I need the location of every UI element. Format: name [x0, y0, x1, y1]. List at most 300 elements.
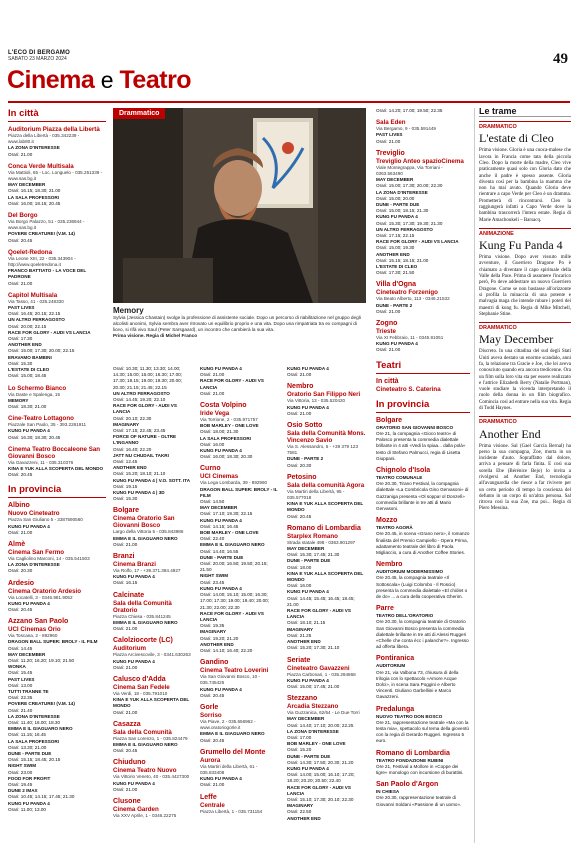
showtimes: Orari: 15.00; 17.45; 21.00: [287, 683, 340, 689]
showtimes: Orari: 20.30: [287, 462, 312, 468]
showtimes: Orari: 20.45: [113, 748, 138, 754]
venue-listing: [8, 618, 106, 813]
film-title: DUNE - PARTE DUE: [376, 202, 420, 208]
venue-address: Via Martiri della Libertà, 61 - 035.833408: [200, 763, 258, 775]
showtimes: Orari: 21.00: [376, 138, 401, 144]
theatre-description: Ore 20.30, la compagnia teatrale di Oratorio San Giovanni Bosco presenta la commedia dialettale brillante in tre atti di Alessi Ruggeri «Chelle che conta ècc i palanche?». Ingresso ad offerta libera.: [376, 619, 469, 650]
venue-listing: [8, 249, 106, 287]
showtimes: Orari: 15.30: [8, 360, 33, 366]
film-title: KUNG FU PANDA 4: [287, 589, 329, 595]
showtimes: Orari: 23.00: [8, 769, 33, 775]
venue-name: Sorriso: [200, 711, 222, 719]
showtimes: Orari: 16.30; 18.30; 20.45: [8, 434, 61, 440]
showtimes: Orari: 17.15; 22.15: [376, 233, 415, 239]
theatre-description: Ore 21, rappresentazione teatrale «Ma con la testa mia», spettacolo sul tema della gioventù con la regia di Gerardo Ruggeri. Ingresso 5 euro.: [376, 719, 469, 744]
showtimes: Orari: 15.00; 18.45: [8, 373, 47, 379]
plot-entry: [479, 121, 571, 224]
showtimes: Orari: 14.00; 15.00; 16.10; 17.20; 18.20; 20.20; 20.50; 22.40: [287, 772, 355, 784]
venue-address: Via Beato Alberto, 113 - 0346.21532: [376, 296, 450, 302]
plots-title: Le trame: [479, 108, 571, 117]
film-title: MAY DECEMBER: [287, 716, 325, 722]
film-title: EMMA E IL GIAGUARO NERO: [8, 726, 73, 732]
showtimes: Orari: 14.45; 15.45; 16.45; 18.45; 21.00: [287, 595, 355, 607]
venue-address: Via Gavazzeni, 11 - 035.310376: [8, 459, 74, 465]
venue-town: Albino: [8, 502, 30, 510]
caption-text: Sylvia (Jessica Chastain) svolge la professione di assistente sociale. Dopo un percorso di riabilitazione nel gruppo degli alcolisti anonimi, Sylvia sembra aver ritrovato un equilibrio proprio e una vita. Dopo una rimpatriata tra ex compagni di liceo, si rifà vivo Saul (Peter Sarsgaard), un incontro che cambierà la sua vita.: [113, 315, 361, 332]
theatre-name: NUOVO TEATRO DON BOSCO: [376, 713, 443, 719]
film-title: LA ZONA D'INTERESSE: [8, 145, 60, 151]
film-title: LA ZONA D'INTERESSE: [8, 713, 60, 719]
caption-credit: Prima visione. Regia di Michel Franco: [113, 333, 198, 338]
theatre-province-header: In provincia: [376, 399, 470, 413]
plot-summary: Prima visione. Dopo aver vissuto mille avventure, il Guerriero Dragone Po è chiamato a diventare il capo spirituale della Valle della Pace. Prima di assumere l'incarico però, Po deve addestrare un nuovo Guerriero Dragone. Come se non bastasse all'orizzonte si profila la minaccia di una potente e malvagia maga che intende rubare i poteri dei maestri di kung fu. Regia di Mike Mitchell, Stephanie Stine.: [479, 255, 571, 317]
venue-name: Iride Vega: [200, 410, 230, 418]
venue-name: Capitol Multisala: [8, 291, 58, 299]
film-title: KUNG FU PANDA 4 | V.O. SOTT. ITA: [113, 477, 191, 483]
theatre-city-header: In città: [376, 377, 399, 385]
venue-listing: [8, 163, 106, 207]
venue-listing: [8, 446, 106, 479]
film-title: IMAGINARY: [200, 629, 227, 635]
film-title: L'ESTATE DI CLEO: [8, 367, 50, 373]
venue-address: Via Torrione, 2 - 035.971757: [200, 417, 258, 423]
venue-name: Sala della Comunità Oratorio: [113, 599, 172, 614]
venue-listing: [287, 366, 367, 378]
showtimes: Orari: 20.45: [8, 606, 33, 612]
venue-address: Via XXV Aprile, 1 - 0346.22275: [113, 812, 177, 818]
showtimes: Orari: 15.20; 18.10; 21.10: [113, 471, 166, 477]
film-title: ANOTHER END: [287, 815, 321, 821]
film-title: DUNE - PARTE DUE: [8, 751, 52, 757]
film-title: DUNE - PARTE DUE: [200, 554, 244, 560]
theatre-town: San Paolo d'Argon: [376, 781, 439, 789]
showtimes: Orari: 15.00; 17.30; 20.00; 22.30: [376, 183, 443, 189]
plot-genre: DRAMMATICO: [479, 121, 571, 130]
plot-film-title: L'estate di Cleo: [479, 131, 554, 146]
film-title: TUTTI TRANNE TE: [8, 688, 49, 694]
venue-listing: [8, 541, 106, 575]
showtimes: Orari: 14.30; 17.50; 20.30; 21.20: [287, 759, 354, 765]
film-title: BOB MARLEY - ONE LOVE: [200, 423, 259, 429]
film-title: KINA E YUK ALLA SCOPERTA DEL MONDO: [8, 465, 104, 471]
showtimes: Orari: 14.50: [200, 499, 225, 505]
showtimes: Orari: 22.50: [287, 809, 312, 815]
showtimes: Orari: 11.00; 13.00: [8, 806, 46, 812]
theatre-description: Ore 20.45, in scena «Grano nero», il romanzo finalista del Premio Campiello - Opera Prima, adattamento teatrale del libro di Paola Migliaccio, a cura di Another Coffee Stories.: [376, 531, 470, 555]
venue-town: Stezzano: [287, 695, 318, 703]
venue-town: Calolziocorte (LC): [113, 637, 173, 645]
showtimes: Orari: 21.00: [113, 786, 138, 792]
film-title: EMMA E IL GIAGUARO NERO: [200, 731, 265, 737]
film-title: KUNG FU PANDA 4: [287, 366, 329, 371]
column-divider: [474, 108, 475, 843]
venue-town: Gorle: [200, 703, 219, 711]
showtimes: Orari: 18.00; 21.30: [200, 429, 239, 435]
venue-address: Via Piave, 2 - 035.656962 - www.oratoriogorle.it: [200, 718, 256, 731]
venue-name: Cinema San Fermo: [8, 548, 65, 556]
theatre-town: Chignolo d'Isola: [376, 466, 431, 474]
film-title: EMMA E IL GIAGUARO NERO: [113, 535, 178, 541]
film-title: EMMA E IL GIAGUARO NERO: [113, 741, 178, 747]
showtimes: Orari: 18.10; 21.15: [287, 620, 326, 626]
showtimes: Orari: 20.10; 22.30: [113, 415, 152, 421]
venue-address: Via Bergamo, 9 - 035.591449: [376, 126, 436, 132]
showtimes: Orari: 15.00; 17.30; 20.00; 22.15: [8, 348, 75, 354]
venue-listing: [200, 465, 280, 654]
film-title: IMAGINARY: [113, 421, 140, 427]
showtimes: Orari: 16.00; 18.15; 20.45: [8, 200, 61, 206]
venue-name: Arcadia Stezzano: [287, 703, 339, 711]
film-title: PAST LIVES: [8, 676, 35, 682]
venue-name: Cineteatro Gavazzeni: [287, 664, 350, 672]
showtimes: Orari: 16.45; 20.15; 22.15: [8, 311, 61, 317]
theatre-name: TEATRO DELL'ORATORIO: [376, 613, 434, 619]
showtimes: Orari: 16.00: [200, 441, 225, 447]
film-title: UN ALTRO FERRAGOSTO: [8, 317, 65, 323]
venue-address: Via Rolfo, 17 - +39.371.384.4927: [113, 568, 181, 574]
theatre-town: Bolgare: [376, 416, 403, 424]
theatre-section-header: Teatri: [376, 360, 470, 374]
venue-listing: [287, 474, 367, 520]
film-title: KUNG FU PANDA 4: [8, 523, 50, 529]
venue-address: Via XI Febbraio, 11 - 0345.91051: [376, 335, 444, 341]
showtimes: Orari: 17.30; 21.50: [376, 270, 415, 276]
venue-listing: [113, 637, 193, 671]
venue-town: Treviglio: [376, 149, 405, 157]
venue-name: Starplex Romano: [287, 532, 338, 540]
venue-town: Calusco d'Adda: [113, 675, 166, 683]
showtimes: Orari: 21.00: [376, 308, 401, 314]
listings-column-2: [113, 366, 193, 843]
film-title: LA SALA PROFESSORI: [8, 194, 59, 200]
venue-listing: [200, 366, 280, 397]
venue-name: Sala della comunità Agora: [287, 481, 365, 489]
venue-address: Piazza Chiesa - 035.841245: [113, 613, 171, 619]
showtimes: Orari: 20.45: [8, 472, 33, 478]
venue-town: Osio Sotto: [287, 422, 323, 430]
film-title: PAST LIVES: [8, 305, 35, 311]
film-title: KUNG FU PANDA 4: [113, 658, 155, 664]
showtimes: Orari: 15.45: [8, 670, 33, 676]
venue-address: Strada statale 498 - 0363.901297: [287, 539, 356, 545]
venue-address: Via Daste e Spalenga, 15: [8, 391, 61, 397]
venue-address: Via Vittoria, 13 - 035.520420: [287, 398, 346, 404]
film-title: DRAGON BALL SUPER: BROLY - IL FILM: [8, 639, 98, 645]
venue-listing: [287, 383, 367, 417]
showtimes: Orari: 21.00: [113, 626, 138, 632]
theatre-town: Nembro: [376, 561, 403, 569]
theatre-description: Ore 21, via Valbona 73, chiusura di della trilogia con lo spettacolo «Amore Acque Dolci», in scena Sara Poggini e Alberto Vincenti. Giuliano Garbelliini e Marco Gavazzeni.: [376, 669, 459, 700]
showtimes: Orari: 14.40; 17.10; 20.00; 22.25: [287, 722, 354, 728]
venue-town: Gandino: [200, 659, 229, 667]
film-title: MEMORY: [8, 397, 29, 403]
film-title: ERAVAMO BAMBINI: [8, 354, 52, 360]
film-title: KINA E YUK ALLA SCOPERTA DEL MONDO: [113, 697, 190, 709]
venue-listing: [113, 592, 193, 633]
theatre-town: Parre: [376, 605, 394, 613]
venue-town: Zogno: [376, 320, 398, 328]
plot-genre: ANIMAZIONE: [479, 228, 571, 237]
venue-name: UCI Cinemas: [200, 473, 239, 481]
venue-town: Almè: [8, 540, 26, 548]
showtimes: Orari: 19.45: [8, 782, 33, 788]
plot-entry: [479, 416, 571, 512]
showtimes: Orari: 20.45: [287, 513, 312, 519]
venue-address: Piazza Carbonari, 1 - 035.294868: [287, 671, 356, 677]
film-title: LA ZONA D'INTERESSE: [8, 562, 60, 568]
film-title: KUNG FU PANDA 4: [200, 366, 242, 371]
theatre-listing: [376, 467, 470, 512]
film-title: KUNG FU PANDA 4: [200, 517, 242, 523]
showtimes: Orari: 17.10; 19.30; 22.15: [200, 511, 253, 517]
venue-name: Cineteatro Forzenigo: [376, 289, 438, 297]
film-title: DUNE - PARTE 2: [376, 302, 413, 308]
venue-address: Via Toscana, 2 - 892960: [8, 633, 58, 639]
venue-name: Cinema San Fedele: [113, 683, 170, 691]
province-section-header: In provincia: [8, 484, 106, 498]
theatre-town: Pontiranica: [376, 655, 415, 663]
venue-listing: [287, 525, 367, 652]
venue-listing: [8, 580, 106, 614]
showtimes: Orari: 17.15; 22.45; 23.45: [113, 428, 166, 434]
theatre-listing: [376, 781, 470, 808]
showtimes: Orari: 16.15; 18.30; 21.00: [8, 188, 61, 194]
theatre-town: Predalunga: [376, 705, 415, 713]
film-title: KUNG FU PANDA 4: [8, 428, 50, 434]
venue-name: Nuovo Cineteatro: [8, 510, 60, 518]
theatre-name: AUDITORIUM MODERNISSIMO: [376, 569, 444, 575]
venue-town: Seriate: [287, 656, 311, 664]
plot-film-title: May December: [479, 332, 554, 347]
showtimes: Orari: 21.00: [8, 529, 33, 535]
showtimes: Orari: 15.15; 18.45; 20.15: [8, 757, 61, 763]
venue-listing: [376, 320, 470, 354]
film-title: KUNG FU PANDA 4: [8, 800, 50, 806]
venue-name: Sala Eden: [376, 119, 406, 127]
venue-address: Largo della Vittoria 5 - 035.843986: [113, 529, 184, 535]
showtimes: Orari: 21.00: [200, 782, 225, 788]
venue-name: Cinema Teatro Loverini: [200, 667, 269, 675]
venue-town: Leffe: [200, 793, 217, 801]
venue-town: Romano di Lombardia: [287, 524, 361, 532]
venue-address: Via Vittorio Veneto, 40 - 035.4427300: [113, 774, 190, 780]
plot-film-title: Kung Fu Panda 4: [479, 238, 563, 253]
showtimes: Orari: 11.15; 16.45: [8, 732, 46, 738]
venue-listing: [200, 794, 280, 815]
film-title: FOOD FOR PROFIT: [8, 775, 51, 781]
venue-town: Casazza: [113, 720, 141, 728]
film-title: LA ZONA D'INTERESSE: [287, 728, 339, 734]
film-title: NIGHT SWIM: [8, 763, 37, 769]
showtimes: Orari: 14.45: [8, 645, 33, 651]
venue-address: Via Tasso, 41 - 035.248330: [8, 298, 64, 304]
showtimes: Orari: 21.00: [8, 280, 33, 286]
film-title: KUNG FU PANDA 4 | 3D: [113, 490, 165, 496]
plot-summary: Prima visione. Gloria è una cuoca-malese che lavora in Francia come tata della piccola Cleo. Dopo la morte della madre, Cleo vive praticamente quasi solo con Gloria dato che anche il padre è spesso assente. Gloria diventa così per la bambina la mamma che non ha mai avuto. Quando Gloria deve rientrare a capo Verde per Cleo è un dramma. Prometterà di rincontrarsi. Cleo la raggiungerà infatti a Capo Verde dove la bambina trascorrerà l'intera estate. Regia di Marie Amachoukeli – Barsacq.: [479, 148, 571, 223]
film-title: MAY DECEMBER: [8, 182, 46, 188]
venue-address: Piazza della Libertà - 035.342239 - www.lab80.it: [8, 133, 80, 145]
showtimes: Orari: 15.30; 17.45; 21.30: [287, 552, 340, 558]
venue-listing: [113, 553, 193, 587]
film-title: RACE FOR GLORY - AUDI VS LANCIA: [376, 239, 459, 245]
film-title: RACE FOR GLORY - AUDI VS LANCIA: [200, 610, 264, 622]
theatre-listing: [376, 386, 470, 393]
film-photo: [113, 108, 366, 303]
listings-column-4: [287, 366, 367, 843]
venue-address: Viale Montegrappa, Via Torriani - 0363.563490: [376, 164, 443, 177]
theatre-listing: [376, 561, 470, 600]
film-title: ANOTHER END: [8, 342, 42, 348]
venue-listing: [200, 402, 280, 460]
showtimes: Orari: 23.45: [200, 579, 225, 585]
venue-address: Piazza San Giuliano 5 - 3387590560: [8, 517, 83, 523]
film-title: KINA E YUK ALLA SCOPERTA DEL MONDO: [287, 570, 364, 583]
venue-town: Costa Volpino: [200, 402, 247, 410]
venue-listing: [376, 281, 470, 315]
film-title: KUNG FU PANDA 4: [200, 448, 242, 454]
film-title: IMAGINARY: [287, 803, 314, 809]
venue-name: Cinema Teatro Nuovo: [113, 767, 177, 775]
showtimes: Orari: 15.30; 17.30; 19.30; 21.30: [376, 220, 443, 226]
venue-address: Via Mattioli, 65 - Loc. Longuelo - 035.251339 - www.sas.bg.it: [8, 169, 103, 182]
venue-name: Cinema Teatro Boccaleone San Giovanni Bosco: [8, 445, 101, 460]
film-title: MAY DECEMBER: [376, 177, 414, 183]
venue-listing: [113, 507, 193, 548]
venue-town: Villa d'Ogna: [376, 281, 417, 289]
showtimes: Orari: 10.45; 14.15; 17.45; 21.30: [8, 794, 75, 800]
film-title: KUNG FU PANDA 4: [200, 686, 242, 692]
venue-listing: [376, 119, 470, 145]
venue-name: Sala della Comunità: [113, 728, 172, 736]
film-title: DRAGON BALL SUPER: BROLY - IL FILM: [200, 486, 278, 498]
venue-name: Cinema Oratorio San Giovanni Bosco: [113, 515, 175, 530]
section-title: [7, 66, 191, 95]
film-title: FRANCO BATTIATO - LA VOCE DEL PADRONE: [8, 268, 87, 280]
venue-listing: [376, 108, 470, 114]
theatre-listing: [376, 517, 470, 556]
venue-listing: [113, 759, 193, 793]
showtimes: Orari: 11.40; 16.00; 18.30: [8, 720, 61, 725]
showtimes: Orari: 15.30: [113, 496, 138, 502]
showtimes: Orari: 15.20: [287, 747, 312, 753]
venue-town: Ardesio: [8, 579, 35, 587]
venue-address: Piazza San Lorenzo, 1 - 035.824479: [113, 735, 188, 741]
showtimes: Orari: 19.15: [113, 483, 138, 489]
film-title: BOB MARLEY - ONE LOVE: [287, 741, 346, 747]
film-title: KUNG FU PANDA 4: [113, 780, 155, 786]
film-title: DUNE 2 IMAX: [8, 788, 38, 794]
theatre-name: ORATORIO SAN GIOVANNI BOSCO: [376, 424, 454, 430]
venue-town: Chiuduno: [113, 759, 146, 767]
venue-town: Clusone: [113, 797, 141, 805]
film-title: DUNE - PARTE DUE: [287, 558, 331, 564]
venue-address: Via Borgo Palazzo, 51 - 035.236944 - www.sas.bg.it: [8, 219, 85, 231]
showtimes: Orari: 21.00: [200, 372, 225, 378]
issue-date: SABATO 23 MARZO 2024: [8, 56, 67, 62]
showtimes: Orari: 21.00: [113, 709, 138, 715]
film-title: NIGHT SWIM: [200, 573, 229, 579]
venue-name: Cinema Oratorio Ardesio: [8, 587, 82, 595]
showtimes: Orari: 21.00: [8, 151, 33, 157]
film-title: KUNG FU PANDA 4: [200, 776, 242, 782]
venue-name: Aurora: [200, 756, 221, 764]
theatre-description: Ore 20.30, rappresentazione teatrale di Giovanni Soldani «Passione di un uomo».: [376, 795, 462, 807]
photo-genre-label: Drammatico: [113, 108, 165, 119]
venue-listing: [113, 721, 193, 755]
plots-column: [479, 108, 571, 843]
venue-name: Cinema Branzi: [113, 561, 156, 569]
section-rule: [8, 101, 570, 103]
showtimes: Orari: 14.40; 16.55: [200, 548, 239, 554]
theatre-description: Ore 21, la compagnia «Gioco teatro» di Palosco presenta la commedia dialettale brillante in 4 atti «Vedi la spiaa... dalla polà» testo di Stefano Palmucci, regia di Lisetta Giuppani.: [376, 430, 466, 461]
showtimes: Orari: 20.45: [200, 737, 225, 743]
venue-listing: [200, 704, 280, 744]
film-title: KINA E YUK ALLA SCOPERTA DEL MONDO: [287, 501, 364, 513]
listings-column-3: [200, 366, 280, 843]
venue-name: Centrale: [200, 801, 225, 809]
venue-address: Piazza Libertà, 1 - 035.731154: [200, 808, 263, 814]
section-title-part2: Teatro: [119, 66, 192, 94]
theatre-listing: [376, 655, 470, 700]
section-title-part1: Cinema: [7, 66, 95, 94]
film-title: KUNG FU PANDA 4: [8, 600, 50, 606]
film-title: LA SALA PROFESSORI: [200, 435, 251, 441]
film-title: KUNG FU PANDA 4: [376, 341, 418, 347]
showtimes: Orari: 21.40: [8, 707, 33, 713]
showtimes: Orari: 15.20; 17.30; 21.10: [287, 645, 340, 651]
venue-name: Trieste: [376, 328, 396, 336]
venue-name: Treviglio Anteo spazioCinema: [376, 157, 464, 165]
film-title: KUNG FU PANDA 4: [376, 214, 418, 220]
film-title: KUNG FU PANDA 4: [200, 585, 242, 591]
showtimes: Orari: 20.30: [8, 568, 33, 574]
showtimes: Orari: 21.00: [113, 541, 138, 547]
film-title: DUNE - PARTE DUE: [287, 753, 331, 759]
showtimes: Orari: 20.45: [200, 692, 225, 698]
theatre-name: TEATRO AGORÀ: [376, 525, 413, 531]
venue-listing: [8, 502, 106, 536]
plot-summary: Discreto. In una cittadina del sud degli Stati Uniti aveva destato un enorme scandalo, anni fa, la relazione tra Gracie e Joe, che lei aveva conosciuto quando era ancora tredicenne. Ora un film sulla loro vita sta per essere realizzato e l'attrice Elizabeth Berry (Natalie Portman), vuole studiare la vicenda interpretando il ruolo della donna in un film biografico. Comincia così ad entrare nella sua vita. Regia di Todd Haynes.: [479, 349, 571, 412]
venue-address: Via Verdi, 18 - 035.791010: [113, 690, 168, 696]
showtimes: Orari: 20.45: [8, 237, 33, 243]
film-title: ANOTHER END: [200, 641, 234, 647]
film-title: KUNG FU PANDA 4: [113, 574, 155, 580]
showtimes: Orari: 12.45: [113, 459, 138, 465]
film-title: KUNG FU PANDA 4: [287, 404, 329, 410]
venue-town: Calcinate: [113, 591, 145, 599]
showtimes: Orari: 21.00: [113, 664, 138, 670]
film-title: LA ZONA D'INTERESSE: [376, 189, 428, 195]
showtimes: Orari: 15.00; 19.30: [376, 245, 415, 251]
film-title: RACE FOR GLORY - AUDI VS LANCIA: [200, 378, 264, 390]
venue-address: Via Guzzanica, 62/64 - Le Due Torri: [287, 710, 360, 716]
newspaper-name: L'ECO DI BERGAMO: [8, 50, 70, 56]
masthead: [8, 50, 70, 62]
showtimes: Orari: 16.15: [113, 580, 138, 586]
venue-town: Branzi: [113, 553, 135, 561]
showtimes: Orari: 22.35: [8, 695, 33, 701]
showtimes: Orari: 11.20; 16.20; 19.10; 21.50: [8, 657, 75, 663]
venue-address: Piazza Arcivescovile, 3 - 0341.630263: [113, 652, 191, 658]
venue-town: Bolgare: [113, 507, 140, 515]
venue-town: Curno: [200, 465, 221, 473]
theatre-town: Mozzo: [376, 517, 398, 525]
theatre-listing: [376, 750, 470, 777]
venue-listing: [113, 676, 193, 716]
venue-address: Via Cagliolino Marconi, 14 - 035.541503: [8, 555, 90, 561]
venue-address: Via Locatelli, 3 - 0346.981.9052: [8, 594, 73, 600]
film-title: MAY DECEMBER: [287, 546, 325, 552]
